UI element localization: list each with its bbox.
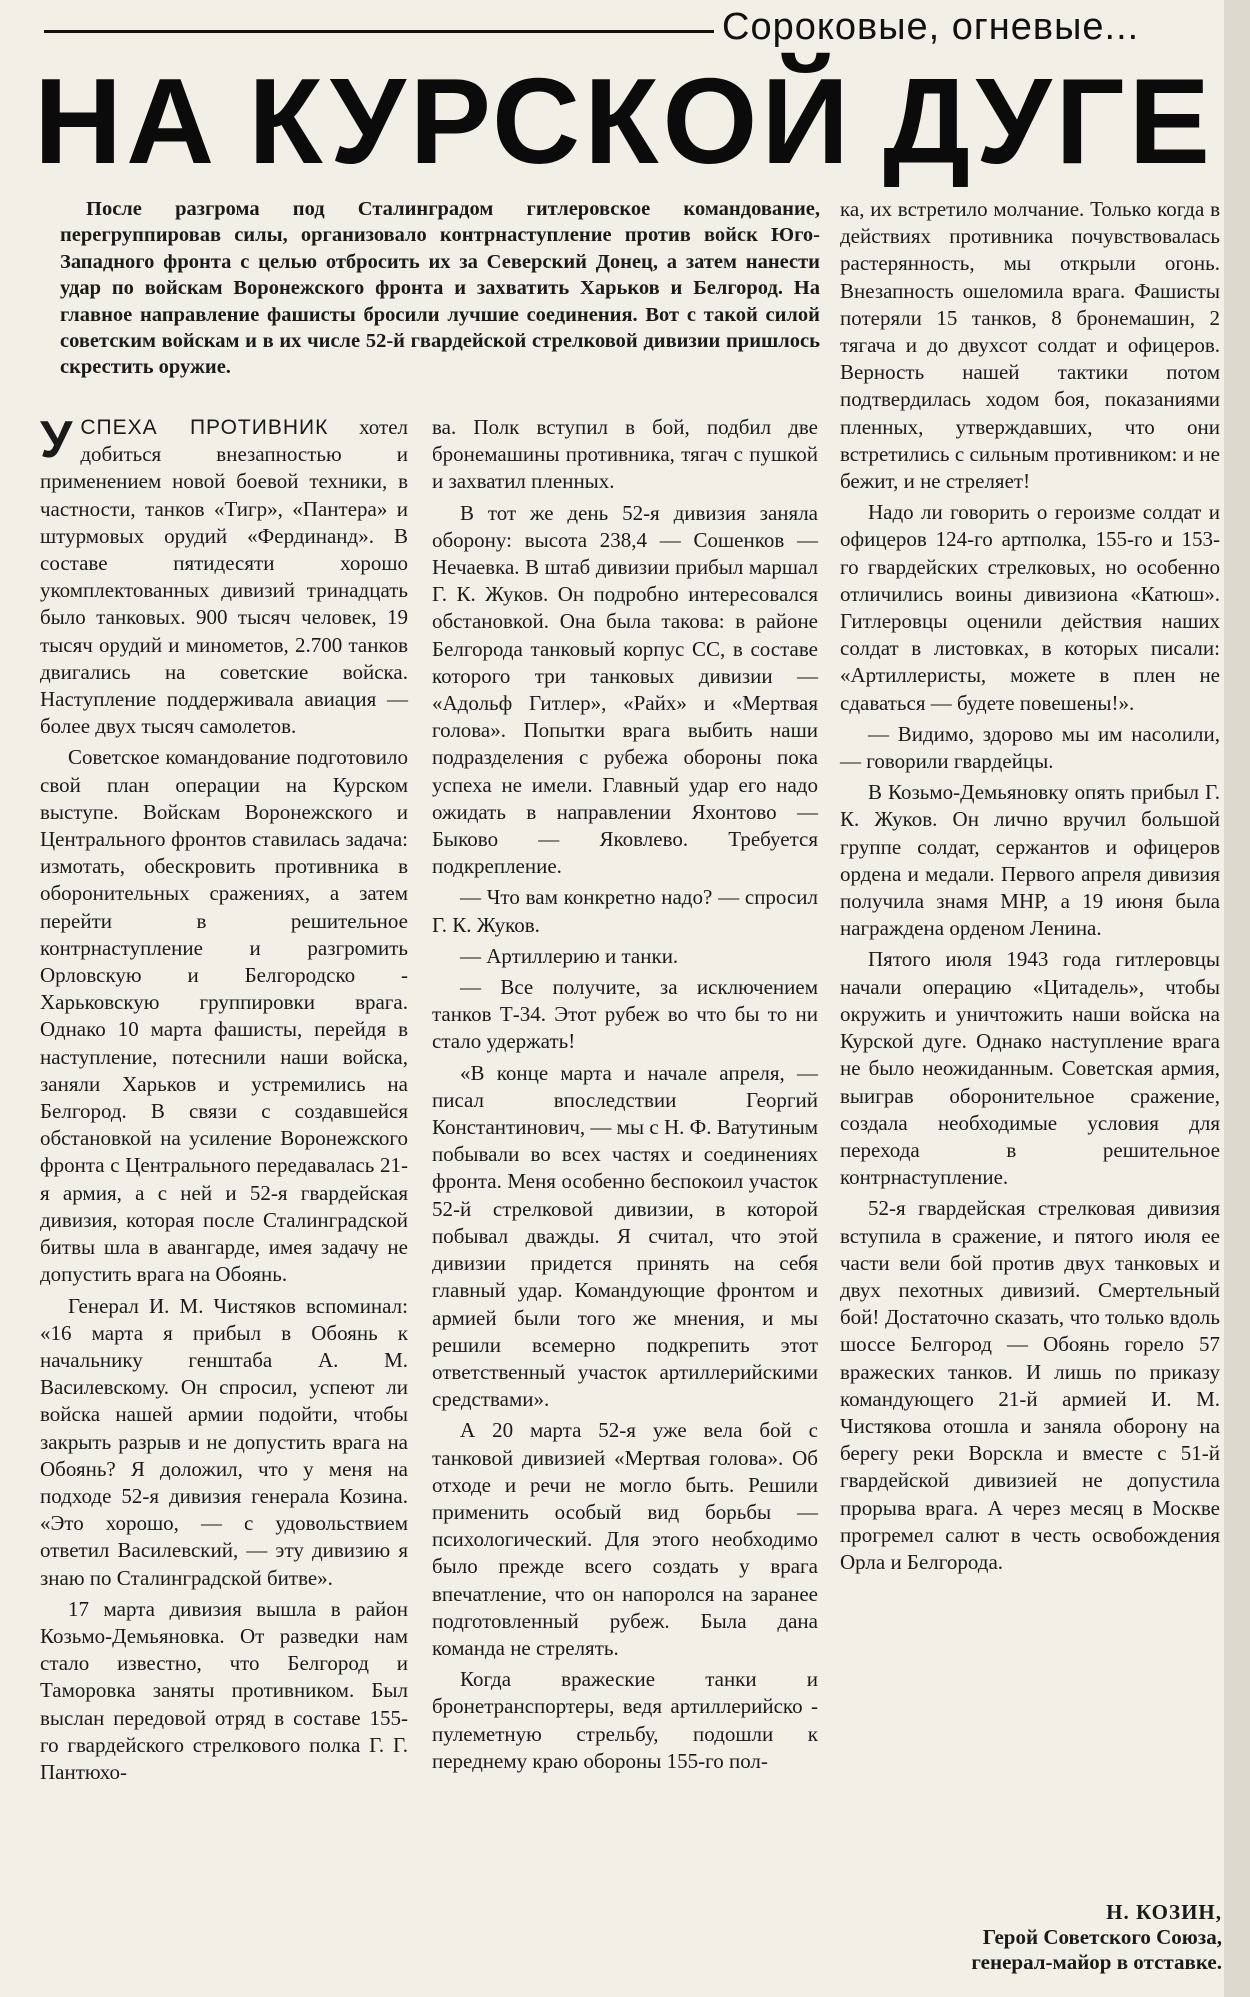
article-paragraph: 17 марта дивизия вышла в район Козьмо-Демьяновка. От разведки нам стало известно, что Белгород и Таморовка заняты противником. Был выслан передовой отряд в составе 155-го гвардейского стрелкового полка Г. Г. Пантюхо- [40,1596,408,1784]
article-paragraph: В Козьмо-Демьяновку опять прибыл Г. К. Жуков. Он лично вручил большой группе солдат, сержантов и офицеров ордена и медали. Первого апреля дивизия получила знамя МНР, а 19 июня была награждена орденом Ленина. [840,780,1220,941]
rubric-title: Сороковые, огневые... [722,6,1140,48]
paragraph-text: хотел добиться внезапностью и применением новой боевой техники, в частности, танков «Тигр», «Пантера» и штурмовых орудий «Фердинанд». В составе пятидесяти хорошо укомплектованных дивизий тринадцать было танковых. 900 тысяч человек, 19 тысяч орудий и минометов, 2.700 танков двигались на советские войска. Наступление поддерживала авиация — более двух тысяч самолетов. [40,415,408,739]
article-paragraph: Когда вражеские танки и бронетранспортеры, ведя артиллерийско - пулеметную стрельбу, подошли к переднему краю обороны 155-го пол- [432,1667,818,1773]
headline-word: КУРСКОЙ [248,53,854,189]
article-paragraph [40,411,408,740]
article-paragraph: Генерал И. М. Чистяков вспоминал: «16 марта я прибыл в Обоянь к начальнику генштаба А. М. Василевскому. Он спросил, успеют ли войска нашей армии подойти, чтобы закрыть разрыв и не допустить врага на Обоянь? Я доложил, что у меня на подходе 52-я дивизия генерала Козина. «Это хорошо, — с удовольствием ответил Василевский, — эту дивизию я знаю по Сталинградской битве». [40,1293,408,1590]
article-paragraph: ка, их встретило молчание. Только когда в действиях противника почувствовалась растерянность, мы открыли огонь. Внезапность ошеломила врага. Фашисты потеряли 15 танков, 8 бронемашин, 2 тягача и до двухсот солдат и офицеров. Верность нашей тактики потом подтвердилась ходом боя, показаниями пленных, утверждавших, что они встретились с сильным противником: и не бежит, и не стреляет! [840,197,1220,494]
article-paragraph: «В конце марта и начале апреля, — писал впоследствии Георгий Константинович, — мы с Н. Ф. Ватутиным побывали во всех частях и соединениях фронта. Меня особенно беспокоил участок 52-й стрелковой дивизии, в которой побывал дважды. Я считал, что этой дивизии придется принять на себя главный удар. Командующие фронтом и армией были того же мнения, и мы решили всемерно подкрепить этот ответственный участок артиллерийскими средствами». [432,1060,818,1412]
author-signature [840,1900,1222,1975]
article-paragraph: Советское командование подготовило свой план операции на Курском выступе. Войскам Воронежского и Центрального фронтов ставилась задача: измотать, обескровить противника в оборонительных сражениях, а затем перейти в решительное контрнаступление и разгромить Орловскую и Белгородско - Харьковскую группировки врага. Однако 10 марта фашисты, перейдя в наступление, потеснили наши войска, заняли Харьков и устремились на Белгород. В связи с создавшейся обстановкой на усиление Воронежского фронта с Центрального передавалась 21-я армия, а с ней и 52-я гвардейская дивизия, которая после Сталинградской битвы шла в авангарде, имея задачу не допустить врага на Обоянь. [40,745,408,1287]
article-paragraph: — Артиллерию и танки. [460,943,679,968]
article-paragraph: — Видимо, здорово мы им насолили, — говорили гвардейцы. [840,721,1220,774]
author-title: Герой Советского Союза, [982,1925,1222,1949]
headline [34,53,1214,189]
adjacent-page-edge [1224,0,1250,1997]
article-paragraph: 52-я гвардейская стрелковая дивизия вступила в сражение, и пятого июля ее части вели бой против двух танковых и двух пехотных дивизий. Смертельный бой! Достаточно сказать, что только вдоль шоссе Белгород — Обоянь горело 57 вражеских танков. И лишь по приказу командующего 21-й армией И. М. Чистякова отошла и заняла оборону на берегу реки Ворскла и вместе с 51-й гвардейской дивизией не допустила прорыва врага. А через месяц в Москве прогремел салют в честь освобождения Орла и Белгорода. [840,1196,1220,1574]
article-column-3 [840,196,1220,1580]
rubric-rule [44,30,714,33]
headline-word: ДУГЕ [883,53,1214,189]
headline-word: НА [34,53,219,189]
article-paragraph: В тот же день 52-я дивизия заняла оборону: высота 238,4 — Сошенков — Нечаевка. В штаб дивизии прибыл маршал Г. К. Жуков. Он подробно интересовался обстановкой. Она была такова: в районе Белгорода танковый корпус СС, в составе которого три танковых дивизии — «Адольф Гитлер», «Райх» и «Мертвая голова». Попытки врага выбить наши подразделения с рубежа обороны пока успеха не имели. Главный удар его надо ожидать в направлении Яхонтово — Быково — Яковлево. Требуется подкрепление. [432,500,818,879]
author-rank: генерал-майор в отставке. [971,1950,1222,1974]
article-column-2 [432,414,818,1779]
author-name: Н. КОЗИН, [1106,1900,1222,1924]
article-paragraph: А 20 марта 52-я уже вела бой с танковой дивизией «Мертвая голова». Об отходе и речи не могло быть. Решили применить особый вид борьбы — психологический. Для этого необходимо было прежде всего создать у врага впечатление, что он напоролся на заранее подготовленный рубеж. Была дана команда не стрелять. [432,1418,818,1660]
article-paragraph: Надо ли говорить о героизме солдат и офицеров 124-го артполка, 155-го и 153-го гвардейских стрелковых, но особенно отличились воины дивизиона «Катюш». Гитлеровцы оценили действия наших солдат в листовках, в которых писали: «Артиллеристы, можете в плен не сдаваться — будете повешены!». [840,500,1220,715]
article-paragraph: — Что вам конкретно надо? — спросил Г. К. Жуков. [432,885,818,937]
article-paragraph: Пятого июля 1943 года гитлеровцы начали операцию «Цитадель», чтобы окружить и уничтожить наши войска на Курской дуге. Однако наступление врага не было неожиданным. Советская армия, выиграв оборонительное сражение, создала необходимые условия для перехода в решительное контрнаступление. [840,947,1220,1190]
lead-paragraph: После разгрома под Сталинградом гитлеровское командование, перегруппировав силы, организовало контрнаступление против войск Юго-Западного фронта с целью отбросить их за Северский Донец, а затем нанести удар по войскам Воронежского фронта и захватить Харьков и Белгород. На главное направление фашисты бросили лучшие соединения. Вот с такой силой советским войскам и в их числе 52-й гвардейской стрелковой дивизии пришлось скрестить оружие. [60,198,820,379]
lead-in-words: СПЕХА ПРОТИВНИК [80,416,329,439]
article-column-1 [40,411,408,1790]
drop-cap: У [40,411,73,469]
article-paragraph: ва. Полк вступил в бой, подбил две бронемашины противника, тягач с пушкой и захватил пленных. [432,415,818,494]
article-paragraph: — Все получите, за исключением танков Т-34. Этот рубеж во что бы то ни стало удержать! [432,975,818,1054]
